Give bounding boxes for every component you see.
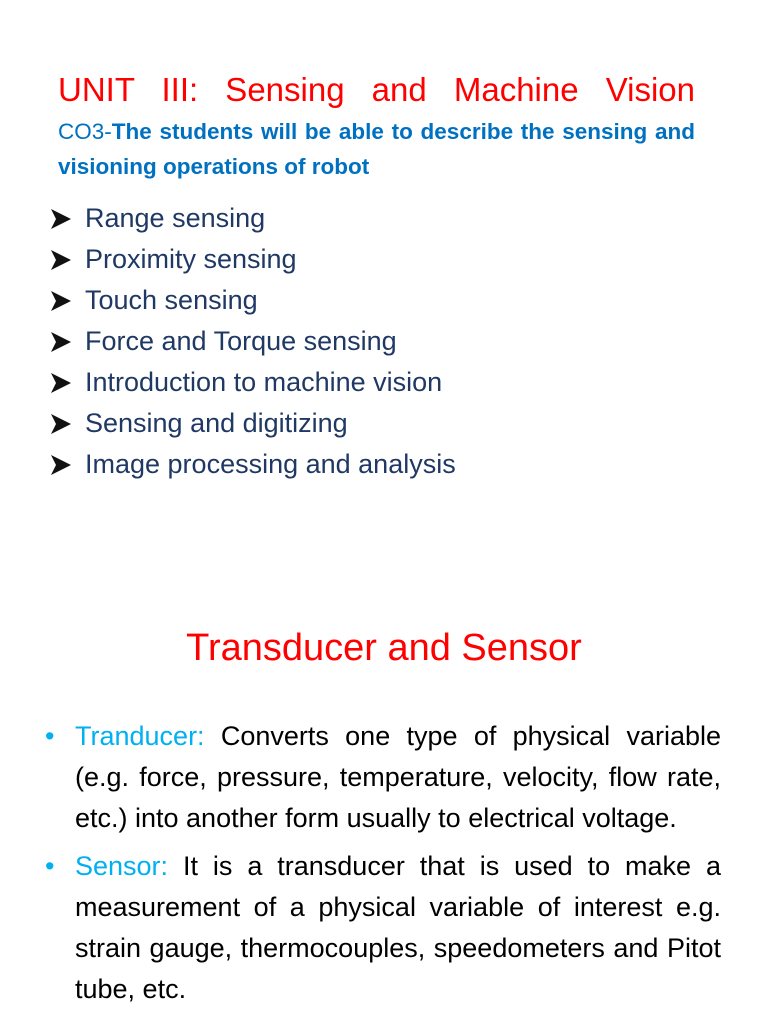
definition-term: Sensor: [75, 851, 169, 882]
topic-label: Sensing and digitizing [85, 408, 348, 438]
unit-title: UNIT III: Sensing and Machine Vision [58, 71, 695, 108]
topic-label: Force and Torque sensing [85, 326, 397, 356]
course-outcome-text: The students will be able to describe the sensing and visioning operations of robot [58, 119, 695, 179]
arrow-bullet-icon [49, 330, 85, 354]
arrow-bullet-icon [49, 207, 85, 231]
bullet-dot-icon: • [45, 851, 55, 882]
arrow-bullet-icon [49, 248, 85, 272]
definition-text: It is a transducer that is used to make a measurement of a physical variable of interest e.g. strain gauge, thermocouples, speedometers and Pitot tube, etc. [75, 851, 721, 1004]
course-outcome [58, 114, 695, 184]
slide-title: Transducer and Sensor [186, 627, 582, 669]
definition-text: Converts one type of physical variable (e.g. force, pressure, temperature, velocity, flow rate, etc.) into another form usually to electrical voltage. [75, 721, 721, 833]
topic-label: Touch sensing [85, 285, 258, 315]
topic-list [49, 198, 739, 485]
bullet-dot-icon: • [45, 721, 55, 751]
arrow-bullet-icon [49, 289, 85, 313]
topic-item [49, 321, 739, 362]
topic-item [49, 444, 739, 485]
topic-item [49, 239, 739, 280]
definition-list [45, 716, 721, 1018]
definition-term: Tranducer: [75, 721, 205, 751]
definition-sensor [45, 846, 721, 1009]
course-outcome-code: CO3- [58, 119, 112, 144]
topic-item [49, 362, 739, 403]
definition-transducer [45, 716, 721, 838]
topic-item [49, 280, 739, 321]
topic-item [49, 198, 739, 239]
arrow-bullet-icon [49, 371, 85, 395]
topic-label: Image processing and analysis [85, 449, 456, 479]
topic-label: Introduction to machine vision [85, 367, 443, 397]
topic-label: Range sensing [85, 203, 266, 233]
topic-item [49, 403, 739, 444]
arrow-bullet-icon [49, 453, 85, 477]
topic-label: Proximity sensing [85, 244, 297, 274]
arrow-bullet-icon [49, 412, 85, 436]
